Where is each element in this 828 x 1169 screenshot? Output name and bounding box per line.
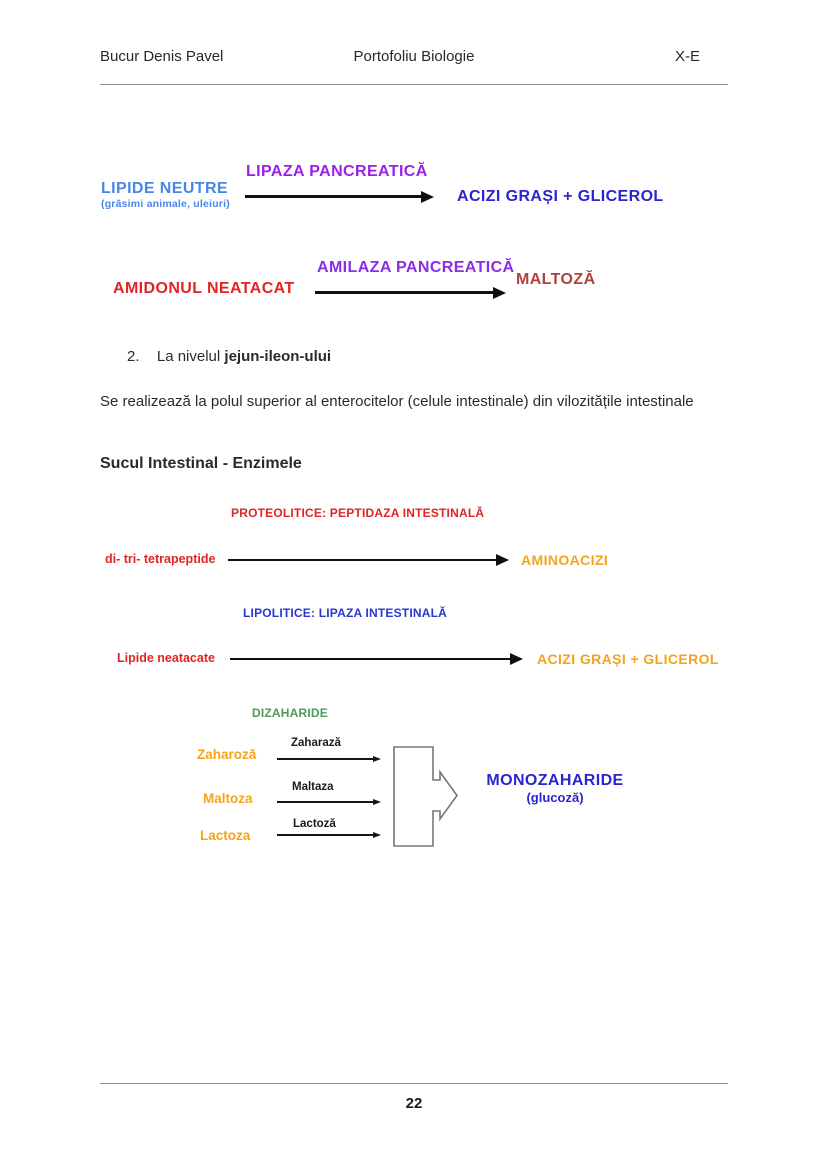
header-class: X-E [674, 48, 700, 65]
lipolitice-arrow [230, 658, 510, 660]
reaction1-enzyme: LIPAZA PANCREATICĂ [246, 163, 428, 180]
dizaharide-product-group [470, 772, 640, 805]
dizaharide-product-note: (glucoză) [526, 790, 584, 805]
list-item-number: 2. [127, 348, 140, 365]
dizaharide-row-substrate: Zaharoză [197, 747, 257, 762]
dizaharide-row-substrate: Maltoza [203, 791, 253, 806]
reaction1-substrate: LIPIDE NEUTRE [101, 180, 228, 197]
page-number: 22 [405, 1095, 423, 1112]
section-heading: Sucul Intestinal - Enzimele [100, 455, 302, 472]
proteolitice-substrate: di- tri- tetrapeptide [105, 552, 216, 566]
lipolitice-substrate: Lipide neatacate [117, 651, 215, 665]
reaction2-product: MALTOZĂ [516, 271, 596, 288]
header-rule [100, 84, 728, 85]
dizaharide-row-arrow [277, 801, 373, 803]
header-author: Bucur Denis Pavel [100, 48, 224, 65]
dizaharide-row-substrate: Lactoza [200, 828, 251, 843]
dizaharide-title: DIZAHARIDE [252, 706, 328, 720]
list-item [127, 348, 331, 365]
dizaharide-row-enzyme: Maltaza [292, 781, 334, 793]
dizaharide-row-arrow [277, 758, 373, 760]
dizaharide-row-enzyme: Lactoză [293, 818, 336, 830]
page-header [100, 48, 728, 65]
reaction2-arrow [315, 291, 493, 294]
reaction2-enzyme: AMILAZA PANCREATICĂ [317, 259, 515, 276]
reaction1-substrate-note: (grăsimi animale, uleiuri) [101, 198, 230, 210]
lipolitice-title: LIPOLITICE: LIPAZA INTESTINALĂ [243, 606, 447, 620]
proteolitice-title: PROTEOLITICE: PEPTIDAZA INTESTINALĂ [231, 506, 485, 520]
reaction1-arrow [245, 195, 421, 198]
block-arrow-shape [393, 746, 459, 848]
reaction2-substrate: AMIDONUL NEATACAT [113, 280, 295, 297]
list-item-text: La nivelul [156, 348, 225, 365]
list-item-emphasis: jejun-ileon-ului [224, 348, 332, 365]
dizaharide-row-arrow [277, 834, 373, 836]
footer-rule [100, 1083, 728, 1084]
dizaharide-row-enzyme: Zaharază [291, 737, 341, 749]
body-paragraph: Se realizează la polul superior al enterocitelor (celule intestinale) din vilozitățile intestinale [100, 393, 694, 410]
lipolitice-product: ACIZI GRAȘI + GLICEROL [537, 651, 719, 667]
proteolitice-product: AMINOACIZI [521, 552, 609, 568]
header-title: Portofoliu Biologie [353, 48, 475, 65]
dizaharide-product: MONOZAHARIDE [486, 772, 624, 789]
proteolitice-arrow [228, 559, 496, 561]
reaction1-product: ACIZI GRAȘI + GLICEROL [457, 188, 664, 205]
